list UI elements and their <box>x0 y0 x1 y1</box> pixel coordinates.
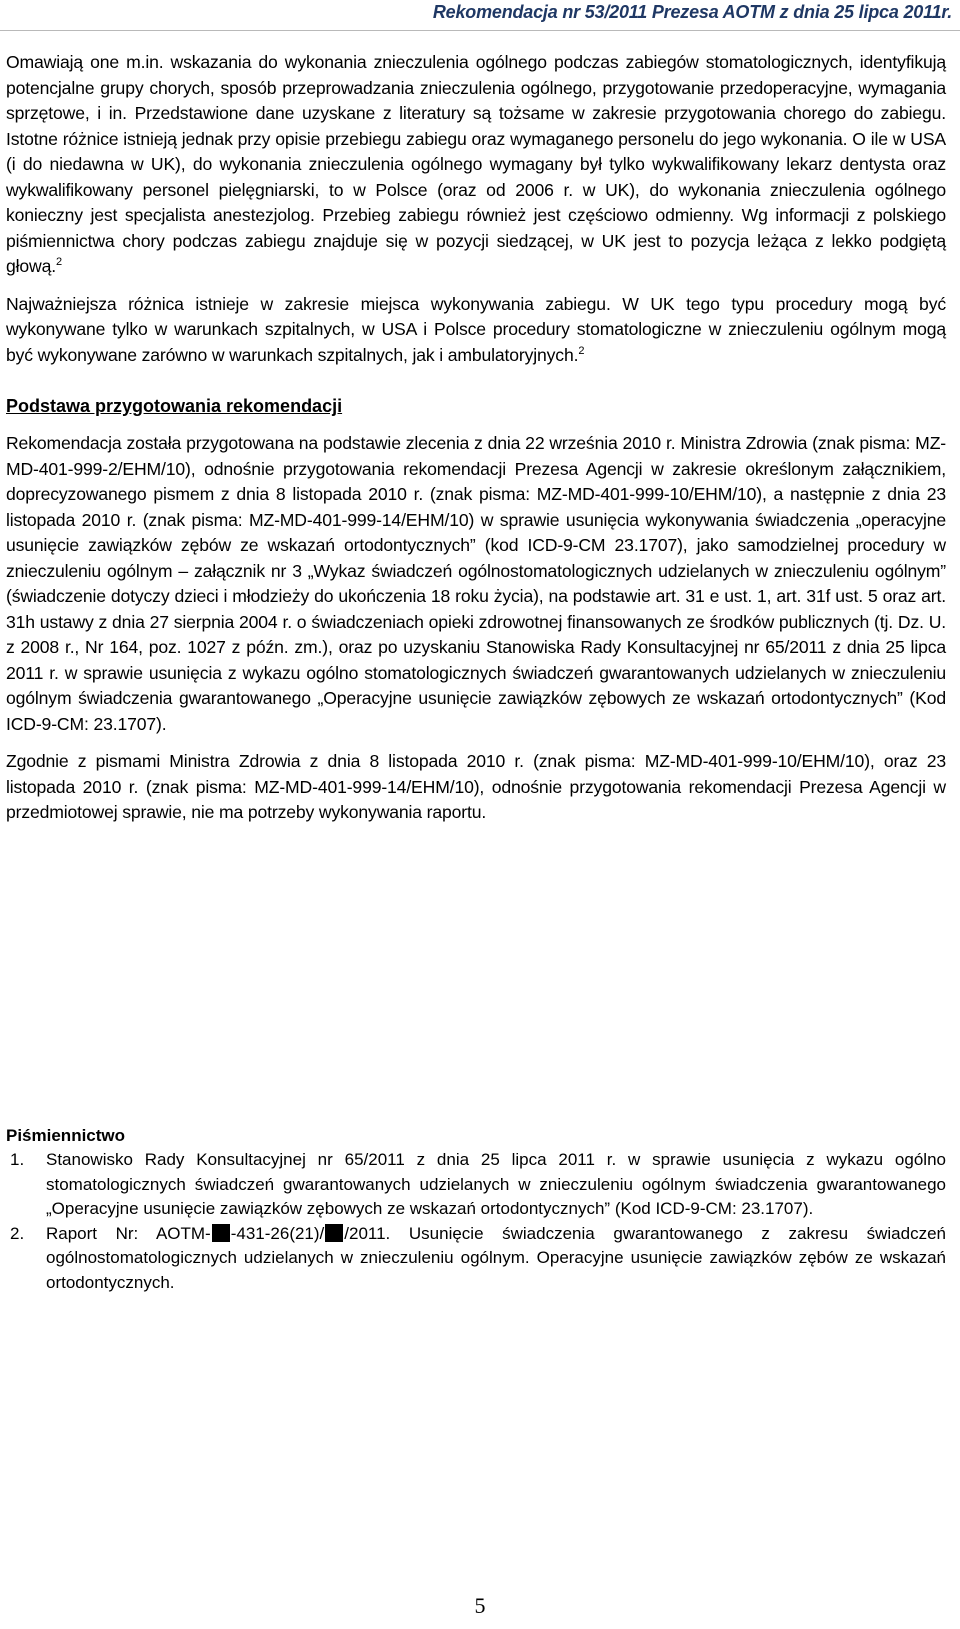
bibliography-text <box>46 1222 946 1296</box>
header-rule <box>0 30 960 31</box>
running-header: Rekomendacja nr 53/2011 Prezesa AOTM z dnia 25 lipca 2011r. <box>432 2 952 22</box>
bibliography-text-part: Raport Nr: AOTM- <box>46 1223 211 1243</box>
bibliography-number: 1. <box>10 1150 25 1169</box>
paragraph-text: Najważniejsza różnica istnieje w zakresie miejsca wykonywania zabiegu. W UK tego typu procedury mogą być wykonywane tylko w warunkach szpitalnych, w USA i Polsce procedury stomatologiczne w znieczuleniu ogólnym mogą być wykonywane zarówno w warunkach szpitalnych, jak i ambulatoryjnych. <box>6 293 946 365</box>
bibliography-text: Stanowisko Rady Konsultacyjnej nr 65/2011 z dnia 25 lipca 2011 r. w sprawie usunięcia z wykazu ogólno stomatologicznych świadczeń gwarantowanych udzielanych w znieczuleniu ogólnym świadczenia gwarantowanego „Operacyjne usunięcie zawiązków zębowych ze wskazań ortodontycznych” (Kod ICD-9-CM: 23.1707). <box>46 1150 946 1218</box>
section-heading: Podstawa przygotowania rekomendacji <box>6 396 343 416</box>
bibliography-list <box>6 1148 946 1295</box>
bibliography-number: 2. <box>10 1223 25 1243</box>
bibliography-text-part: -431-26(21)/ <box>230 1223 325 1243</box>
redaction-block <box>325 1224 343 1242</box>
paragraph-omawiaja <box>6 50 946 280</box>
paragraph-zgodnie: Zgodnie z pismami Ministra Zdrowia z dnia 8 listopada 2010 r. (znak pisma: MZ-MD-401-999-10/EHM/10), oraz 23 listopada 2010 r. (znak pisma: MZ-MD-401-999-14/EHM/10), odnośnie przygotowania rekomendacji Prezesa Agencji w przedmiotowej sprawie, nie ma potrzeby wykonywania raportu. <box>6 751 946 822</box>
page-number: 5 <box>474 1593 486 1618</box>
redaction-block <box>212 1224 230 1242</box>
document-body <box>6 50 946 826</box>
bibliography-text-part: /2011. Usunięcie świadczenia gwarantowanego z zakresu świadczeń ogólnostomatologicznych udzielanych w znieczuleniu ogólnym. Operacyjne usunięcie zawiązków zębów ze wskazań ortodontycznych. <box>46 1223 946 1292</box>
footnote-ref: 2 <box>578 344 585 357</box>
paragraph-text: Omawiają one m.in. wskazania do wykonania znieczulenia ogólnego podczas zabiegów stomatologicznych, identyfikują potencjalne grupy chorych, sposób przeprowadzania znieczulenia ogólnego, przygotowanie przedoperacyjne, wymagania sprzętowe, i in. Przedstawione dane uzyskane z literatury są tożsame w zakresie przygotowania chorego do zabiegu. Istotne różnice istnieją jednak przy opisie przebiegu zabiegu oraz wymaganego personelu do jego wykonania. O ile w USA (i do niedawna w UK), do wykonania znieczulenia ogólnego wymagany był tylko wykwalifikowany lekarz dentysta oraz wykwalifikowany personel pielęgniarski, to w Polsce (oraz od 2006 r. w UK), do wykonania znieczulenia ogólnego konieczny jest specjalista anestezjolog. Przebieg zabiegu również jest częściowo odmienny. Wg informacji z polskiego piśmiennictwa chory podczas zabiegu znajduje się w pozycji siedzącej, w UK jest to pozycja leżąca z lekko podgiętą głową. <box>6 52 946 276</box>
bibliography <box>6 1126 946 1295</box>
footnote-ref: 2 <box>55 256 62 269</box>
bibliography-title: Piśmiennictwo <box>6 1126 126 1145</box>
bibliography-item <box>6 1148 946 1222</box>
paragraph-rekomendacja: Rekomendacja została przygotowana na podstawie zlecenia z dnia 22 września 2010 r. Ministra Zdrowia (znak pisma: MZ-MD-401-999-2/EHM/10), odnośnie przygotowania rekomendacji Prezesa Agencji w zakresie określonym załącznikiem, doprecyzowanego pismem z dnia 8 listopada 2010 r. (znak pisma: MZ-MD-401-999-10/EHM/10), a następnie z dnia 23 listopada 2010 r. (znak pisma: MZ-MD-401-999-14/EHM/10) w sprawie usunięcia wykonywania świadczenia „operacyjne usunięcie zawiązków zębów ze wskazań ortodontycznych” (kod ICD-9-CM 23.1707), jako samodzielnej procedury w znieczuleniu ogólnym – załącznik nr 3 „Wykaz świadczeń ogólnostomatologicznych udzielanych w znieczuleniu ogólnym” (świadczenie dotyczy dzieci i młodzieży do ukończenia 18 roku życia), na podstawie art. 31 e ust. 1, art. 31f ust. 5 oraz art. 31h ustawy z dnia 27 sierpnia 2004 r. o świadczeniach opieki zdrowotnej finansowanych ze środków publicznych (tj. Dz. U. z 2008 r., Nr 164, poz. 1027 z późn. zm.), oraz po uzyskaniu Stanowiska Rady Konsultacyjnej nr 65/2011 z dnia 25 lipca 2011 r. w sprawie usunięcia z wykazu ogólno stomatologicznych świadczeń gwarantowanych udzielanych w znieczuleniu ogólnym świadczenia gwarantowanego „Operacyjne usunięcie zawiązków zębowych ze wskazań ortodontycznych” (Kod ICD-9-CM: 23.1707). <box>6 433 946 734</box>
paragraph-roznica <box>6 292 946 369</box>
bibliography-item <box>6 1222 946 1296</box>
